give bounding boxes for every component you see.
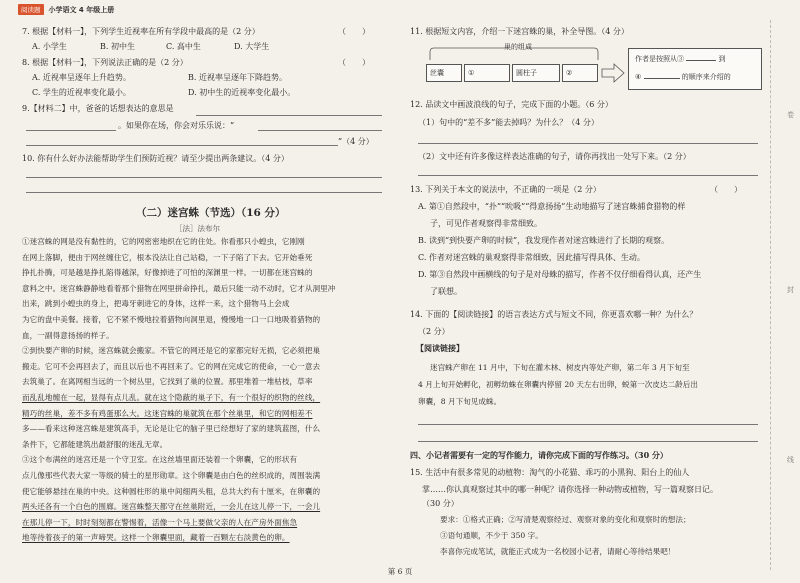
q11-bracket-label: 巢的组成: [504, 43, 532, 51]
q8-options-row1: [32, 72, 287, 83]
passage-line: ②到快要产卵的时候，迷宫蛛就会搬家。不管它的网还是它的家都完好无损，它必须把巢: [22, 346, 321, 356]
q11-box-blank-3[interactable]: [686, 60, 716, 61]
q12-sub1-answer-line[interactable]: [418, 143, 758, 144]
q7-options: [32, 41, 269, 52]
q15-line2: 掌……你认真观察过其中的哪一种呢？请你选择一种动物或植物，写一篇观察日记。: [422, 485, 718, 494]
q11-box-line1: [635, 54, 725, 64]
passage-line: ③这个布满丝的迷宫还是一个守卫室。在这丝墙里面还装着一个卵囊，它的形状有: [22, 455, 298, 465]
passage-line: 出来，跳到小蝗虫的身上，把毒牙刺进它的身体，这样一来，这个猎物马上会成: [22, 299, 290, 309]
q7-option-c[interactable]: C. 高中生: [166, 42, 201, 51]
page-number: 第 6 页: [387, 567, 413, 576]
passage-author: ［法］法布尔: [175, 224, 220, 233]
passage-line: 点儿像那些代表大家一等级的骑士的星形勋章。这个卵囊是由白色的丝织成的，周围装满: [22, 470, 321, 480]
q7-option-d[interactable]: D. 大学生: [234, 42, 270, 51]
q11-cell-silk-sac: 丝囊: [426, 64, 462, 82]
q15-closing-note: 李喜你完成笔试，就能正式成为一名校园小记者，请耐心等待结果吧！: [440, 547, 676, 556]
passage-line: 去筑巢了。在离网相当远的一个树丛里，它找到了巢的位置。那里堆着一堆枯枝，草率: [22, 377, 313, 387]
arrow-right-icon: [600, 62, 626, 84]
q9-answer-line1[interactable]: [196, 115, 382, 116]
q7-option-a[interactable]: A. 小学生: [32, 42, 67, 51]
q12-sub1: （1）句中的“差不多”能去掉吗？为什么？（4 分）: [418, 118, 599, 127]
q11-box-order: 的顺序来介绍的: [681, 73, 731, 81]
q11-box-blank-4[interactable]: [644, 78, 680, 79]
q13-option-d[interactable]: D. 第③自然段中画横线的句子是对母蛛的描写，作者不仅仔细看得认真，还产生: [418, 270, 702, 279]
q9-line3: ”（4 分）: [338, 137, 374, 146]
binding-char: 封: [787, 286, 794, 294]
passage-line: 使它能够悬挂在巢的中央。这种圆柱形的巢中间细两头粗，总共大约有十厘米，在卵囊的: [22, 486, 321, 496]
q7-option-b[interactable]: B. 初中生: [100, 42, 135, 51]
passage-line: ①迷宫蛛的网是没有黏性的，它的网密密地织在它的住处。你看那只小蝗虫，它刚刚: [22, 237, 305, 246]
q13-option-d-cont: 了联想。: [430, 287, 462, 296]
q9-line2: 。如果你在场，你会对乐乐说：“: [118, 121, 235, 130]
q7-text: 7. 根据【材料一】，下列学生近视率在所有学段中最高的是（2 分）: [22, 27, 260, 36]
q11-order-box: [628, 48, 762, 90]
q8-answer-paren[interactable]: （ ）: [338, 58, 370, 67]
q8-option-b[interactable]: B. 近视率呈逐年下降趋势。: [188, 73, 287, 82]
q13-option-a[interactable]: A. 第①自然段中，“扑”“吮吸”“得意扬扬”生动地描写了迷宫蛛捕食猎物的样: [418, 202, 686, 211]
reading-link-line: 卵囊，8 月下旬见成蛛。: [418, 397, 502, 406]
q14-line1: 14. 下面的【阅读链接】的语言表达方式与短文不同，你更喜欢哪一种？为什么？: [410, 310, 698, 319]
binding-char: 线: [787, 456, 794, 464]
passage-line: 条件下，它都能建筑出最舒服的迷乱无章。: [22, 439, 168, 449]
passage-line-underlined: 精巧的丝巢，差不多有鸡蛋那么大。这迷宫蛛的巢就筑在那个丝巢里，和它的网相差不: [22, 408, 313, 418]
q8-option-a[interactable]: A. 近视率呈逐年上升趋势。: [32, 73, 131, 82]
section-tag: 阅读题: [18, 4, 44, 15]
q14-line2: （2 分）: [418, 327, 450, 336]
q8-options-row2: [32, 87, 295, 98]
q11-box-num4: ④: [635, 73, 642, 81]
q11-box-to: 到: [718, 55, 726, 63]
q13-option-c[interactable]: C. 作者对迷宫蛛的巢观察得非常细致，因此描写得具体、生动。: [418, 253, 645, 262]
q7-answer-paren[interactable]: （ ）: [338, 27, 370, 36]
passage-line: 挣扎扑腾，可是越是挣扎陷得越深，好像掉进了可怕的深渊里一样。一切都在迷宫蛛的: [22, 268, 313, 278]
q10-answer-line2[interactable]: [26, 192, 382, 193]
writing-section-title: 四、小记者需要有一定的写作能力，请你完成下面的写作练习。（30 分）: [410, 450, 668, 460]
q13-text: 13. 下列关于本文的说法中，不正确的一项是（2 分）: [410, 185, 601, 194]
passage-line: 搬走。它可不会再回去了，而且以后也不再回来了。它的网在完成它的使命，一心一意去: [22, 361, 321, 371]
q13-answer-paren[interactable]: （ ）: [710, 185, 742, 194]
q12-text: 12. 品读文中画波浪线的句子，完成下面的小题。（6 分）: [410, 100, 613, 109]
passage-line-underlined: 地等待着孩子的第一声啼哭。这样一个卵囊里面，藏着一百颗左右淡黄色的卵。: [22, 533, 290, 543]
passage-line: 血，一副得意扬扬的样子。: [22, 330, 114, 340]
passage-line-underlined: 而乱乱地缠在一起，显得有点儿乱。就在这个隐蔽的巢子下，有一个很好的织物的丝线，: [22, 392, 321, 402]
q8-text: 8. 根据【材料一】，下列说法正确的是（2 分）: [22, 58, 188, 67]
q8-option-c[interactable]: C. 学生的近视率变化最小。: [32, 88, 131, 97]
q9-line1: 9.【材料二】中，爸爸的话想表达的意思是: [22, 104, 174, 113]
passage-body: [22, 234, 384, 546]
q14-answer-line1[interactable]: [418, 424, 758, 425]
reading-link-line: 4 月上旬开始孵化，初孵幼蛛在卵囊内停留 20 天左右出卵，蜕第一次皮达二龄后出: [418, 380, 698, 389]
q11-cell-column: 圆柱子: [512, 64, 560, 82]
book-title: 小学语文 4 年级上册: [48, 5, 115, 14]
passage-line: 意料之中。迷宫蛛静静地看着那个猎物在网里拼命挣扎，最后只能一动不动时，它才从洞里冲: [22, 283, 336, 293]
q13-option-b[interactable]: B. 读到“到快要产卵的时候”，我发现作者对迷宫蛛进行了长期的观察。: [418, 236, 670, 245]
q15-requirements-2: ③语句通顺，不少于 350 字。: [440, 531, 543, 540]
q14-answer-line2[interactable]: [418, 441, 758, 442]
q15-line3: （30 分）: [422, 499, 459, 508]
reading-link-line: 迷宫蛛产卵在 11 月中，下旬在灌木林、树皮内等处产卵，第二年 3 月下旬至: [430, 363, 690, 372]
q10-text: 10. 你有什么好办法能帮助学生们预防近视？请至少提出两条建议。（4 分）: [22, 154, 289, 163]
passage-line: 多——看来这种迷宫蛛是建筑高手，无论是让它的脑子里已经想好了家的建筑蓝图，什么: [22, 424, 321, 434]
q11-cell-blank-1[interactable]: ①: [464, 64, 510, 82]
q10-answer-line1[interactable]: [26, 177, 382, 178]
q15-requirements-1: 要求：①格式正确；②写清楚观察经过、观察对象的变化和观察时的想法；: [440, 515, 691, 524]
passage-line: 在网上落脚，便由于网丝缠住它，根本没法让自己站稳，一下子陷了下去。它开始垂死: [22, 252, 313, 262]
reading-link-label: 【阅读链接】: [416, 343, 464, 353]
q9-answer-line4[interactable]: [26, 145, 338, 146]
binding-line: [770, 20, 771, 570]
q11-text: 11. 根据短文内容，介绍一下迷宫蛛的巢，补全导图。（4 分）: [410, 27, 629, 36]
q13-option-a-cont: 子，可见作者观察得非常细致。: [430, 219, 542, 228]
passage-line-underlined: 在那儿停一下，时时刻刻都在警惕着，活像一个马上要做父亲的人在产房外面焦急: [22, 517, 298, 527]
passage-title: （二）迷宫蛛（节选）（16 分）: [136, 207, 286, 219]
q12-sub2: （2）文中还有许多像这样表达准确的句子，请你再找出一处写下来。（2 分）: [418, 152, 691, 161]
q15-line1: 15. 生活中有很多常见的动植物：淘气的小花猫、乖巧的小黑狗、阳台上的仙人: [410, 468, 690, 477]
q11-cell-blank-2[interactable]: ②: [562, 64, 598, 82]
q11-box-from: 作者是按照从③: [635, 55, 684, 63]
q11-box-line2: [635, 72, 731, 82]
page-header: [18, 4, 114, 15]
q8-option-d[interactable]: D. 初中生的近视率变化最小。: [188, 88, 296, 97]
q9-answer-line2[interactable]: [26, 130, 116, 131]
q12-sub2-answer-line[interactable]: [418, 175, 758, 176]
passage-line-underlined: 两头还各有一个白色的围廊。迷宫蛛整天都守在丝巢附近，一会儿在这儿停一下，一会儿: [22, 502, 321, 512]
binding-char: 卷: [787, 111, 794, 119]
q9-answer-line3[interactable]: [258, 130, 382, 131]
passage-line: 为它的盘中美餐。接着，它不紧不慢地拉着猎物向洞里退，慢慢地一口一口地吸着猎物的: [22, 314, 321, 324]
